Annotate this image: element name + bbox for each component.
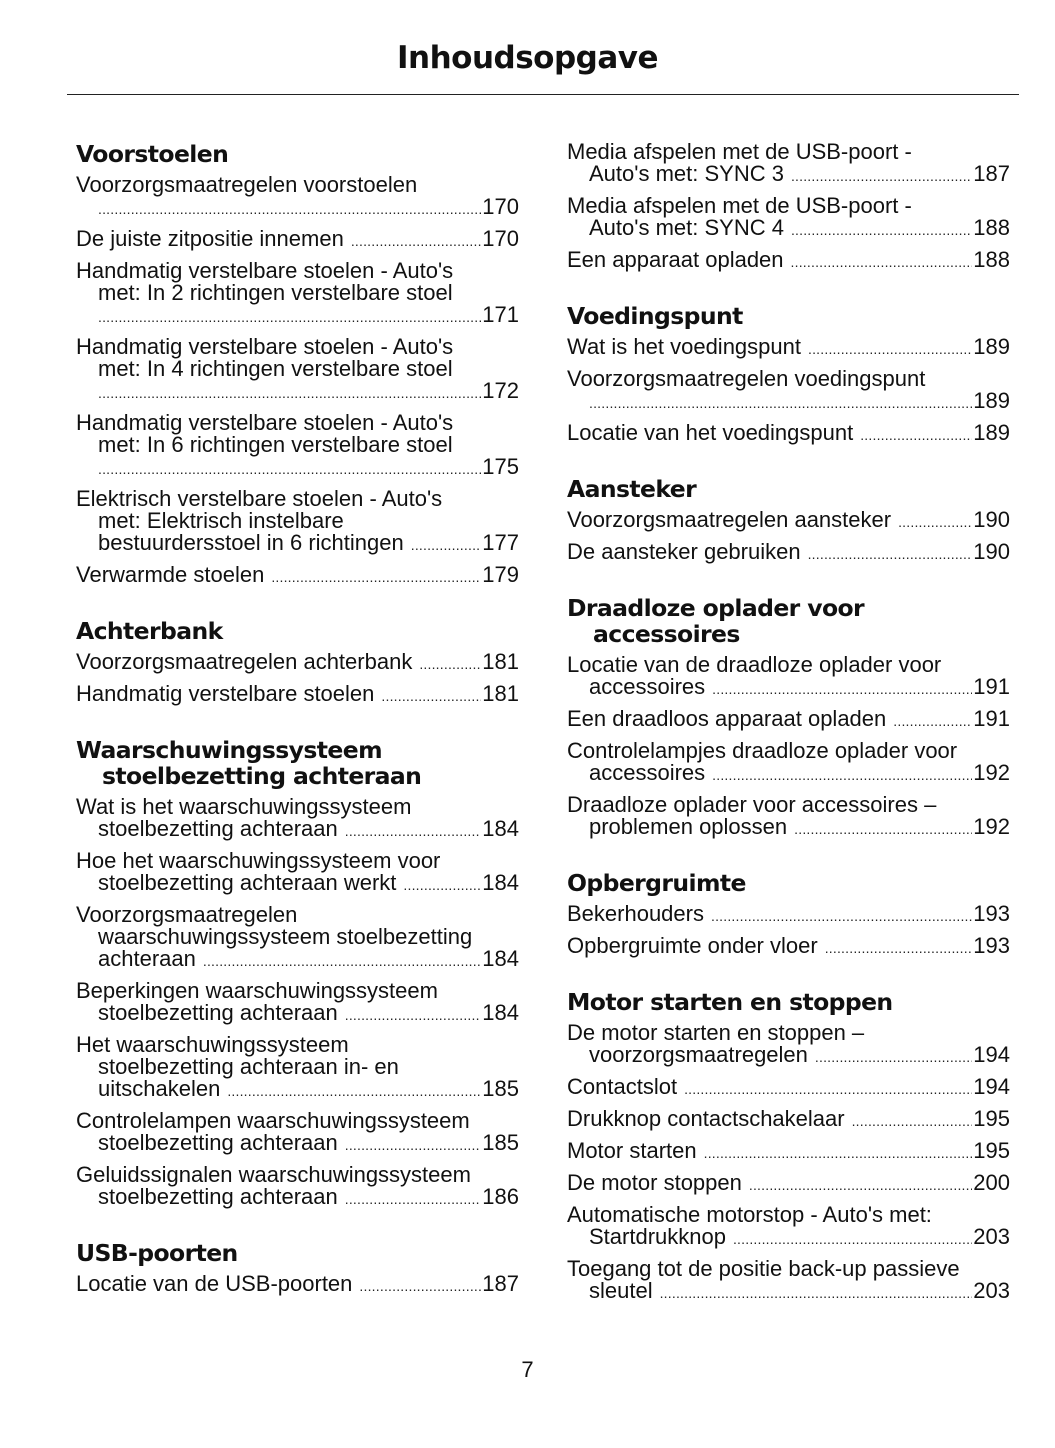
page-reference[interactable]: 184	[482, 870, 519, 895]
entry-page-row	[76, 818, 519, 842]
entry-text-line: sleutel	[589, 1278, 653, 1303]
page-reference[interactable]: 187	[482, 1271, 519, 1296]
toc-entry[interactable]	[76, 260, 519, 328]
entry-text-line: Wat is het voedingspunt	[567, 334, 801, 359]
entry-page-row	[567, 1226, 1010, 1250]
title-divider	[67, 94, 1019, 95]
page-number: 7	[521, 1357, 534, 1382]
page-reference[interactable]: 185	[482, 1076, 519, 1101]
entry-text-line: met: In 6 richtingen verstelbare stoel	[98, 432, 453, 457]
entry-page-row	[567, 422, 1010, 446]
entry-page-row	[567, 336, 1010, 360]
entry-text-line: Automatische motorstop - Auto's met:	[567, 1202, 932, 1227]
entry-text-line: stoelbezetting achteraan	[98, 1000, 338, 1025]
dot-leader	[808, 338, 972, 360]
entry-text-line: Voorzorgsmaatregelen achterbank	[76, 649, 413, 674]
entry-page-row	[76, 196, 519, 220]
section-heading: Aansteker	[567, 475, 697, 503]
entry-page-row	[567, 163, 1010, 187]
dot-leader	[749, 1174, 972, 1196]
entry-page-row	[76, 651, 519, 675]
page-reference[interactable]: 175	[482, 454, 519, 479]
entry-page-row	[567, 1044, 1010, 1068]
entry-page-row	[567, 541, 1010, 565]
entry-text-line: Contactslot	[567, 1074, 678, 1099]
dot-leader	[403, 874, 481, 896]
entry-text-line: accessoires	[589, 760, 706, 785]
section-heading: Motor starten en stoppen	[567, 988, 893, 1016]
entry-page-row	[567, 708, 1010, 732]
entry-page-row	[567, 816, 1010, 840]
page-reference[interactable]: 193	[973, 933, 1010, 958]
toc-entry[interactable]	[76, 904, 519, 972]
entry-text-line: Handmatig verstelbare stoelen - Auto's	[76, 334, 454, 359]
dot-leader	[808, 543, 973, 565]
page-reference[interactable]: 184	[482, 1000, 519, 1025]
entry-text-line: voorzorgsmaatregelen	[589, 1042, 808, 1067]
toc-entry[interactable]	[567, 903, 1010, 927]
toc-entry[interactable]	[76, 980, 519, 1026]
dot-leader	[345, 1004, 482, 1026]
dot-leader	[419, 653, 481, 675]
page-reference[interactable]: 189	[973, 334, 1010, 359]
entry-text-line: met: In 2 richtingen verstelbare stoel	[98, 280, 453, 305]
toc-entry[interactable]	[567, 935, 1010, 959]
toc-entry[interactable]	[567, 1076, 1010, 1100]
entry-page-row	[567, 1108, 1010, 1132]
toc-entry[interactable]	[76, 336, 519, 404]
entry-page-row	[76, 683, 519, 707]
entry-text-line: Toegang tot de positie back-up passieve	[567, 1256, 960, 1281]
page-title: Inhoudsopgave	[396, 40, 658, 76]
dot-leader	[712, 764, 972, 786]
page-reference[interactable]: 203	[973, 1224, 1010, 1249]
entry-page-row	[567, 1140, 1010, 1164]
toc-section-voedingspunt	[567, 303, 1010, 446]
toc-entry[interactable]	[567, 794, 1010, 840]
entry-text-line: Locatie van de USB-poorten	[76, 1271, 353, 1296]
toc-entry[interactable]	[567, 654, 1010, 700]
toc-entry[interactable]	[567, 740, 1010, 786]
page-reference[interactable]: 194	[973, 1042, 1010, 1067]
dot-leader	[893, 710, 972, 732]
page-reference[interactable]: 193	[973, 901, 1010, 926]
toc-section-achterbank	[76, 618, 519, 707]
dot-leader	[98, 306, 481, 328]
toc-entry[interactable]	[76, 174, 519, 220]
entry-text-line: stoelbezetting achteraan	[98, 1130, 338, 1155]
dot-leader	[660, 1282, 973, 1304]
entry-text-line: met: In 4 richtingen verstelbare stoel	[98, 356, 453, 381]
toc-entry[interactable]	[567, 368, 1010, 414]
toc-entry[interactable]	[76, 850, 519, 896]
entry-text-line: stoelbezetting achteraan werkt	[98, 870, 397, 895]
dot-leader	[227, 1080, 481, 1102]
entry-page-row	[76, 304, 519, 328]
entry-page-row	[76, 1002, 519, 1026]
entry-text-line: Voorzorgsmaatregelen voorstoelen	[76, 172, 418, 197]
entry-page-row	[76, 1186, 519, 1210]
page-reference[interactable]: 191	[973, 674, 1010, 699]
toc-entry[interactable]	[76, 1164, 519, 1210]
page-reference[interactable]: 190	[973, 539, 1010, 564]
entry-text-line: Verwarmde stoelen	[76, 562, 265, 587]
page-reference[interactable]: 189	[973, 388, 1010, 413]
dot-leader	[791, 219, 972, 241]
page-reference[interactable]: 187	[973, 161, 1010, 186]
entry-page-row	[76, 380, 519, 404]
toc-section-draadloze-oplader-voor-accessoires	[567, 595, 1010, 840]
entry-text-line: Hoe het waarschuwingssysteem voor	[76, 848, 441, 873]
page-reference[interactable]: 195	[973, 1138, 1010, 1163]
toc-entry[interactable]	[76, 1273, 519, 1297]
dot-leader	[345, 1188, 482, 1210]
page-reference[interactable]: 188	[973, 215, 1010, 240]
page-reference[interactable]: 192	[973, 760, 1010, 785]
entry-page-row	[76, 948, 519, 972]
page-reference[interactable]: 181	[482, 649, 519, 674]
page-reference[interactable]: 184	[482, 946, 519, 971]
toc-entry[interactable]	[567, 541, 1010, 565]
section-heading: USB-poorten	[76, 1239, 238, 1267]
toc-entry[interactable]	[76, 228, 519, 252]
toc-entry[interactable]	[76, 564, 519, 588]
dot-leader	[98, 458, 481, 480]
dot-leader	[711, 905, 972, 927]
entry-text-line: Locatie van de draadloze oplader voor	[567, 652, 942, 677]
entry-text-line: Wat is het waarschuwingssysteem	[76, 794, 412, 819]
toc-section-continued	[567, 141, 1010, 273]
entry-text-line: Elektrisch verstelbare stoelen - Auto's	[76, 486, 443, 511]
entry-text-line: Controlelampjes draadloze oplader voor	[567, 738, 958, 763]
entry-text-line: waarschuwingssysteem stoelbezetting	[98, 924, 473, 949]
toc-entry[interactable]	[567, 336, 1010, 360]
page-reference[interactable]: 170	[482, 194, 519, 219]
page-reference[interactable]: 189	[973, 420, 1010, 445]
toc-entry[interactable]	[76, 412, 519, 480]
entry-text-line: Drukknop contactschakelaar	[567, 1106, 845, 1131]
entry-text-line: De aansteker gebruiken	[567, 539, 801, 564]
dot-leader	[589, 392, 972, 414]
dot-leader	[359, 1275, 481, 1297]
toc-entry[interactable]	[76, 1110, 519, 1156]
entry-text-line: Motor starten	[567, 1138, 697, 1163]
entry-text-line: Draadloze oplader voor accessoires –	[567, 792, 937, 817]
toc-entry[interactable]	[567, 1108, 1010, 1132]
section-heading: Opbergruimte	[567, 869, 746, 897]
entry-text-line: Een draadloos apparaat opladen	[567, 706, 887, 731]
page-reference[interactable]: 177	[482, 530, 519, 555]
dot-leader	[712, 678, 972, 700]
entry-page-row	[76, 1273, 519, 1297]
toc-entry[interactable]	[567, 1204, 1010, 1250]
entry-page-row	[76, 456, 519, 480]
page-reference[interactable]: 171	[482, 302, 519, 327]
entry-text-line: Geluidssignalen waarschuwingssysteem	[76, 1162, 471, 1187]
entry-text-line: uitschakelen	[98, 1076, 221, 1101]
toc-section-opbergruimte	[567, 870, 1010, 959]
section-heading: Waarschuwingssysteem stoelbezetting achteraan	[76, 736, 422, 790]
entry-text-line: Locatie van het voedingspunt	[567, 420, 854, 445]
toc-entry[interactable]	[567, 1258, 1010, 1304]
entry-text-line: accessoires	[589, 674, 706, 699]
dot-leader	[345, 820, 482, 842]
section-heading: Achterbank	[76, 617, 223, 645]
toc-entry[interactable]	[76, 683, 519, 707]
dot-leader	[733, 1228, 972, 1250]
toc-section-aansteker	[567, 476, 1010, 565]
entry-page-row	[76, 872, 519, 896]
entry-page-row	[567, 676, 1010, 700]
dot-leader	[411, 534, 482, 556]
entry-page-row	[567, 1280, 1010, 1304]
dot-leader	[791, 165, 972, 187]
page-reference[interactable]: 172	[482, 378, 519, 403]
toc-entry[interactable]	[567, 1172, 1010, 1196]
entry-text-line: stoelbezetting achteraan in- en	[98, 1054, 399, 1079]
entry-page-row	[567, 935, 1010, 959]
entry-page-row	[567, 390, 1010, 414]
page-reference[interactable]: 195	[973, 1106, 1010, 1131]
entry-text-line: stoelbezetting achteraan	[98, 816, 338, 841]
page-reference[interactable]: 188	[973, 247, 1010, 272]
section-heading: Voedingspunt	[567, 302, 743, 330]
page-reference[interactable]: 203	[973, 1278, 1010, 1303]
entry-text-line: De motor stoppen	[567, 1170, 742, 1195]
page-reference[interactable]: 194	[973, 1074, 1010, 1099]
entry-text-line: De juiste zitpositie innemen	[76, 226, 344, 251]
entry-text-line: met: Elektrisch instelbare	[98, 508, 344, 533]
dot-leader	[704, 1142, 973, 1164]
dot-leader	[684, 1078, 972, 1100]
entry-page-row	[76, 564, 519, 588]
dot-leader	[860, 424, 972, 446]
entry-page-row	[76, 1078, 519, 1102]
toc-entry[interactable]	[567, 195, 1010, 241]
entry-text-line: Handmatig verstelbare stoelen - Auto's	[76, 410, 454, 435]
dot-leader	[345, 1134, 482, 1156]
entry-text-line: Voorzorgsmaatregelen voedingspunt	[567, 366, 926, 391]
toc-entry[interactable]	[567, 509, 1010, 533]
entry-text-line: De motor starten en stoppen –	[567, 1020, 865, 1045]
page-reference[interactable]: 185	[482, 1130, 519, 1155]
entry-text-line: Handmatig verstelbare stoelen	[76, 681, 375, 706]
entry-text-line: Bekerhouders	[567, 901, 704, 926]
section-heading: Draadloze oplader voor accessoires	[567, 594, 865, 648]
page-reference[interactable]: 179	[482, 562, 519, 587]
entry-text-line: Opbergruimte onder vloer	[567, 933, 818, 958]
entry-text-line: Beperkingen waarschuwingssysteem	[76, 978, 438, 1003]
section-heading: Voorstoelen	[76, 140, 229, 168]
toc-entry[interactable]	[567, 1022, 1010, 1068]
entry-text-line: Controlelampen waarschuwingssysteem	[76, 1108, 470, 1133]
page-reference[interactable]: 184	[482, 816, 519, 841]
toc-entry[interactable]	[567, 422, 1010, 446]
page-reference[interactable]: 190	[973, 507, 1010, 532]
toc-entry[interactable]	[567, 141, 1010, 187]
page-reference[interactable]: 192	[973, 814, 1010, 839]
dot-leader	[794, 818, 972, 840]
dot-leader	[351, 230, 481, 252]
entry-page-row	[76, 532, 519, 556]
toc-section-waarschuwingssysteem-stoelbezetting-acht	[76, 737, 519, 1210]
entry-text-line: Startdrukknop	[589, 1224, 726, 1249]
toc-section-voorstoelen	[76, 141, 519, 588]
dot-leader	[825, 937, 973, 959]
dot-leader	[271, 566, 481, 588]
toc-column-left	[76, 141, 519, 1297]
dot-leader	[852, 1110, 973, 1132]
toc-entry[interactable]	[76, 796, 519, 842]
toc-section-motor-starten-en-stoppen	[567, 989, 1010, 1304]
entry-page-row	[76, 228, 519, 252]
toc-section-usb-poorten	[76, 1240, 519, 1297]
entry-page-row	[567, 509, 1010, 533]
entry-text-line: Een apparaat opladen	[567, 247, 784, 272]
page-reference[interactable]: 186	[482, 1184, 519, 1209]
entry-text-line: problemen oplossen	[589, 814, 788, 839]
entry-text-line: Het waarschuwingssysteem	[76, 1032, 349, 1057]
entry-page-row	[567, 217, 1010, 241]
entry-text-line: achteraan	[98, 946, 196, 971]
entry-text-line: Auto's met: SYNC 4	[589, 215, 784, 240]
toc-entry[interactable]	[567, 708, 1010, 732]
toc-column-right	[567, 141, 1010, 1304]
toc-entry[interactable]	[76, 488, 519, 556]
dot-leader	[203, 950, 481, 972]
page-reference[interactable]: 191	[973, 706, 1010, 731]
entry-text-line: Voorzorgsmaatregelen	[76, 902, 298, 927]
page-reference[interactable]: 170	[482, 226, 519, 251]
entry-page-row	[567, 1076, 1010, 1100]
entry-page-row	[567, 249, 1010, 273]
entry-text-line: Handmatig verstelbare stoelen - Auto's	[76, 258, 454, 283]
entry-page-row	[567, 903, 1010, 927]
entry-text-line: stoelbezetting achteraan	[98, 1184, 338, 1209]
entry-page-row	[76, 1132, 519, 1156]
dot-leader	[898, 511, 972, 533]
entry-text-line: bestuurdersstoel in 6 richtingen	[98, 530, 404, 555]
entry-page-row	[567, 1172, 1010, 1196]
page-reference[interactable]: 181	[482, 681, 519, 706]
dot-leader	[381, 685, 481, 707]
page-reference[interactable]: 200	[973, 1170, 1010, 1195]
toc-entry[interactable]	[567, 249, 1010, 273]
dot-leader	[791, 251, 973, 273]
entry-text-line: Auto's met: SYNC 3	[589, 161, 784, 186]
entry-text-line: Voorzorgsmaatregelen aansteker	[567, 507, 892, 532]
toc-entry[interactable]	[76, 651, 519, 675]
toc-entry[interactable]	[76, 1034, 519, 1102]
dot-leader	[98, 198, 481, 220]
dot-leader	[815, 1046, 972, 1068]
entry-text-line: Media afspelen met de USB-poort -	[567, 139, 912, 164]
entry-page-row	[567, 762, 1010, 786]
dot-leader	[98, 382, 481, 404]
entry-text-line: Media afspelen met de USB-poort -	[567, 193, 912, 218]
toc-entry[interactable]	[567, 1140, 1010, 1164]
